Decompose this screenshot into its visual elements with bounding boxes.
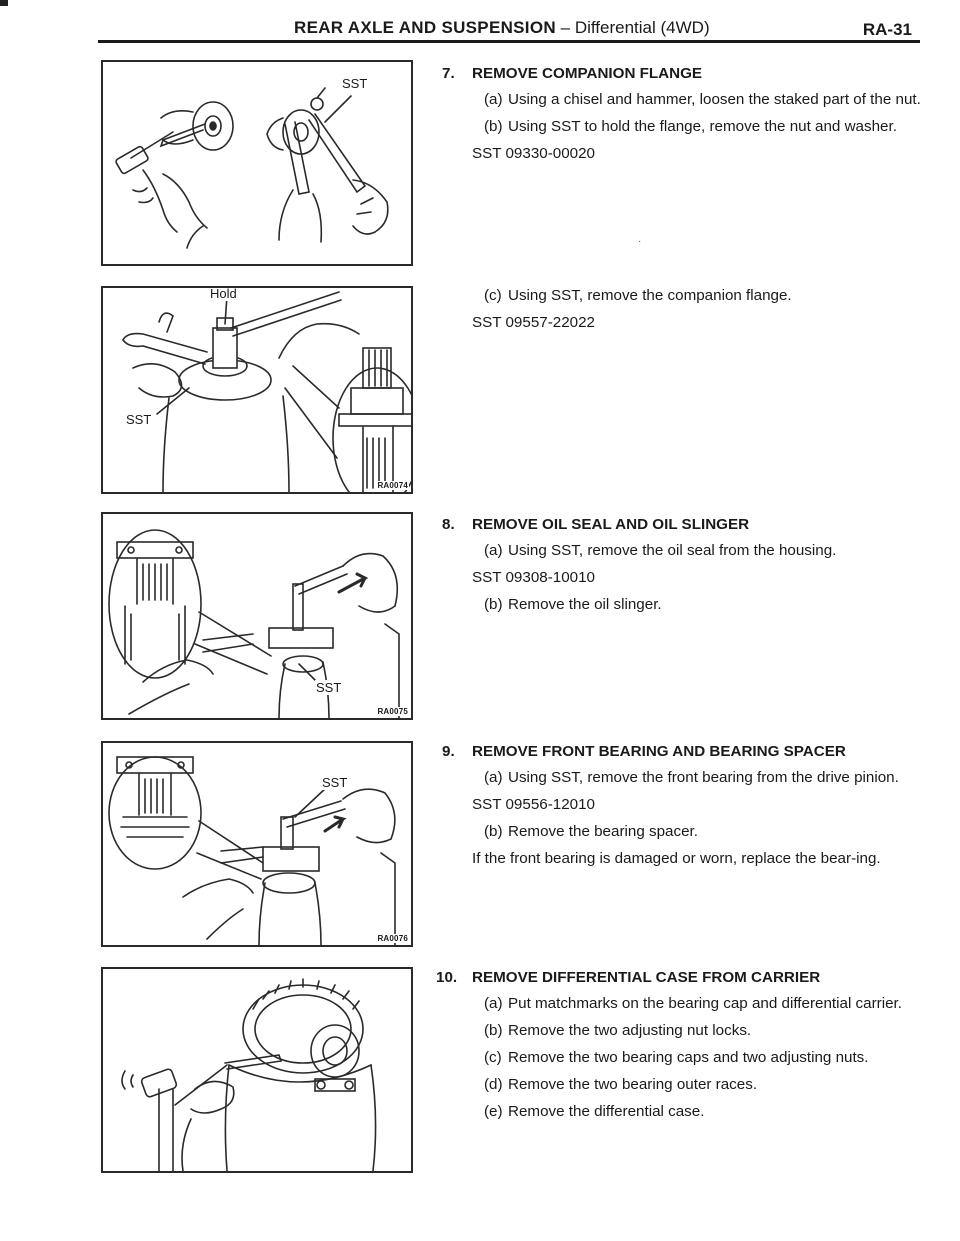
sub-step-text: Using SST, remove the companion flange. — [508, 287, 792, 304]
header-section: REAR AXLE AND SUSPENSION — [294, 18, 556, 37]
figure-remove-differential-case — [101, 967, 413, 1173]
sub-step — [442, 541, 922, 560]
sst-number: SST 09556-12010 — [472, 796, 596, 813]
sub-step-letter: (b) — [484, 118, 503, 135]
step-title: REMOVE COMPANION FLANGE — [472, 65, 703, 82]
sub-step-text: Put matchmarks on the bearing cap and differential carrier. — [508, 995, 902, 1012]
sub-step — [442, 1048, 922, 1067]
figure-remove-companion-flange-nut — [101, 60, 413, 266]
step-title: REMOVE OIL SEAL AND OIL SLINGER — [472, 516, 750, 533]
sub-step-letter: (c) — [484, 287, 502, 304]
sst-number: SST 09330-00020 — [472, 145, 596, 162]
sub-step-text: Using SST, remove the oil seal from the housing. — [508, 542, 837, 559]
figure-label-sst: SST — [126, 412, 152, 427]
sub-step-letter: (e) — [484, 1103, 503, 1120]
sub-step-text: Using SST, remove the front bearing from the drive pinion. — [508, 769, 899, 786]
sub-step-letter: (b) — [484, 596, 503, 613]
step-number: 8. — [442, 516, 455, 533]
step-8-remove-oil-seal-and-oil-slinger — [442, 515, 922, 622]
figure-code: RA0075 — [377, 707, 408, 716]
sub-step — [442, 286, 922, 305]
figure-label-sst: SST — [342, 76, 368, 91]
step-title: REMOVE DIFFERENTIAL CASE FROM CARRIER — [472, 969, 821, 986]
header-title — [294, 18, 710, 38]
sub-step-text: Remove the two bearing outer races. — [508, 1076, 758, 1093]
sub-step-text: Remove the two bearing caps and two adjusting nuts. — [508, 1049, 869, 1066]
sub-step-text: Using SST to hold the flange, remove the nut and washer. — [508, 118, 897, 135]
sst-number: SST 09308-10010 — [472, 569, 596, 586]
sub-step-letter: (a) — [484, 542, 503, 559]
step-title: REMOVE FRONT BEARING AND BEARING SPACER — [472, 743, 846, 760]
sub-step — [442, 994, 922, 1013]
step-heading — [442, 64, 922, 83]
illustration-oil-seal-puller — [103, 514, 411, 718]
sub-step-text: Remove the differential case. — [508, 1103, 705, 1120]
figure-code: RA0074 — [377, 481, 408, 490]
sub-step — [442, 1102, 922, 1121]
sub-step-text: Remove the oil slinger. — [508, 596, 662, 613]
page-number: RA-31 — [862, 20, 912, 39]
sst-number: SST 09557-22022 — [472, 314, 596, 331]
figure-remove-oil-seal — [101, 512, 413, 720]
sub-step — [442, 768, 922, 787]
header-rule — [98, 40, 920, 43]
sub-step — [442, 1021, 922, 1040]
figure-label-hold: Hold — [210, 286, 237, 301]
step-heading — [442, 742, 922, 761]
sub-step-text: Remove the bearing spacer. — [508, 823, 698, 840]
step-heading — [436, 968, 922, 987]
figure-label-sst: SST — [322, 775, 348, 790]
figure-label-sst: SST — [316, 680, 342, 695]
sub-step-letter: (c) — [484, 1049, 502, 1066]
illustration-bearing-puller — [103, 743, 411, 945]
figure-remove-front-bearing — [101, 741, 413, 947]
sub-step-letter: (a) — [484, 995, 503, 1012]
step-heading — [442, 515, 922, 534]
step-10-remove-differential-case — [436, 968, 922, 1129]
page-header — [98, 16, 920, 40]
step-9-remove-front-bearing-and-spacer — [442, 742, 922, 876]
sub-step-letter: (b) — [484, 823, 503, 840]
figure-code: RA0076 — [377, 934, 408, 943]
step-number: 7. — [442, 65, 455, 82]
sub-step-letter: (a) — [484, 91, 503, 108]
step-7-remove-companion-flange — [442, 64, 922, 171]
illustration-flange-puller — [103, 288, 411, 492]
sub-step — [442, 90, 922, 109]
figure-remove-companion-flange — [101, 286, 413, 494]
page-corner-mark — [0, 0, 8, 6]
step-7-continued — [442, 286, 922, 340]
step-number: 9. — [442, 743, 455, 760]
header-subsection: – Differential (4WD) — [560, 18, 710, 37]
sub-step-letter: (b) — [484, 1022, 503, 1039]
step-number: 10. — [436, 969, 458, 986]
sub-step-letter: (d) — [484, 1076, 503, 1093]
sub-step — [442, 1075, 922, 1094]
illustration-differential-matchmarks — [103, 969, 411, 1171]
sub-step — [442, 117, 922, 136]
sub-step — [442, 595, 922, 614]
sub-step — [442, 822, 922, 841]
illustration-chisel-hammer — [103, 62, 411, 264]
sub-step-text: Using a chisel and hammer, loosen the staked part of the nut. — [508, 91, 921, 108]
sub-step-letter: (a) — [484, 769, 503, 786]
note-text: If the front bearing is damaged or worn, replace the bear-ing. — [472, 850, 881, 867]
sub-step-text: Remove the two adjusting nut locks. — [508, 1022, 752, 1039]
